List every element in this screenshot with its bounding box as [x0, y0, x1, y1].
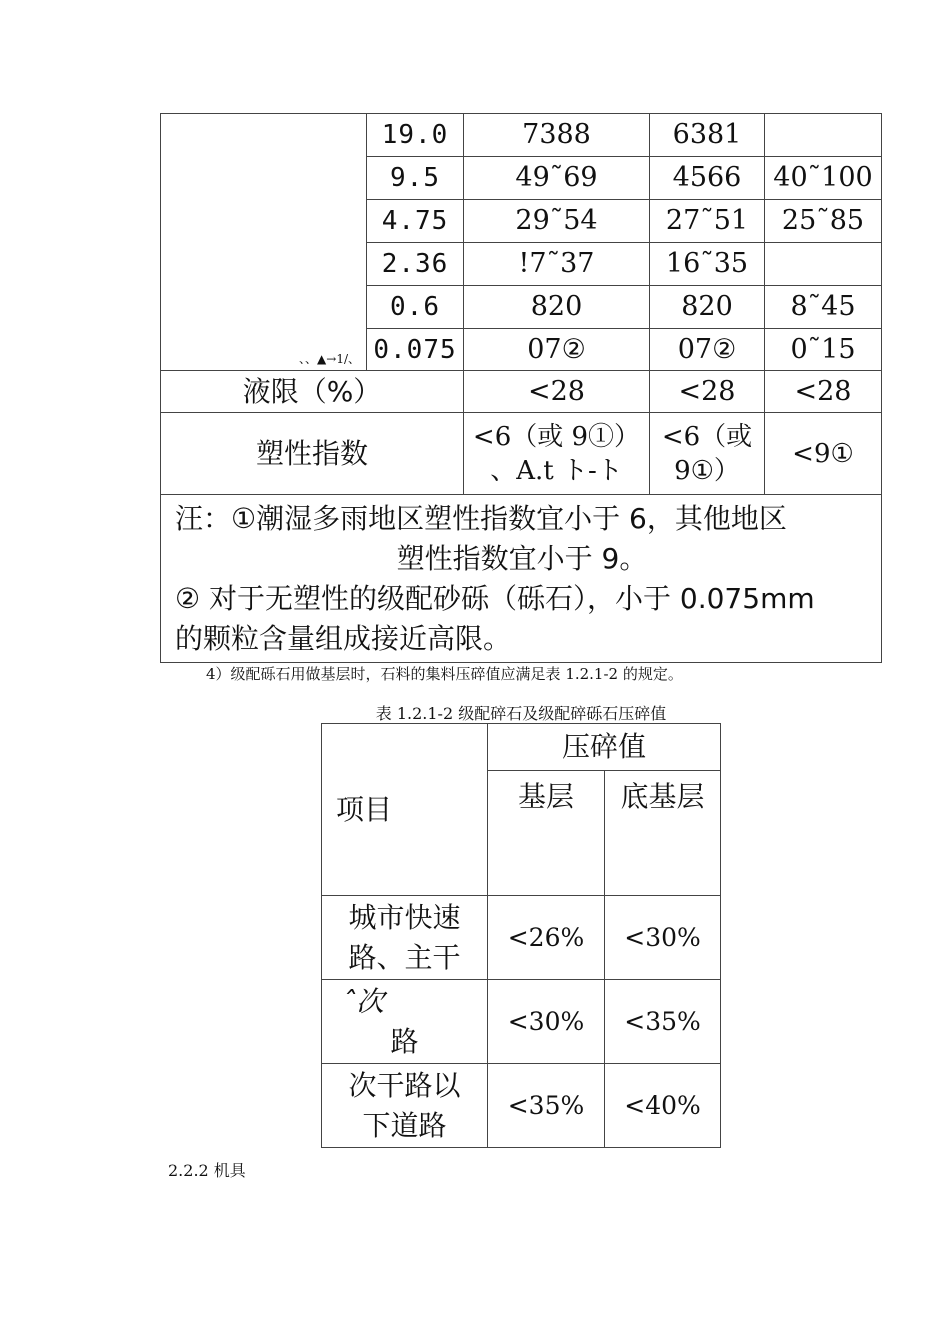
value-cell: <30% — [605, 896, 721, 980]
sieve-size-cell: 2.36 — [367, 243, 464, 286]
item-line: 路、主干 — [348, 940, 461, 974]
crushing-value-table — [321, 723, 721, 1148]
plasticity-index-label: 塑性指数 — [161, 413, 464, 495]
table-note — [161, 495, 882, 663]
item-cell — [322, 896, 488, 980]
value-cell: 25˜85 — [765, 200, 882, 243]
sieve-size-cell: 0.6 — [367, 286, 464, 329]
value-cell — [765, 114, 882, 157]
note-line: 的颗粒含量组成接近高限。 — [175, 621, 512, 655]
note-line: 汪：①潮湿多雨地区塑性指数宜小于 6，其他地区 — [175, 501, 787, 535]
value-line: <6（或 9①） — [472, 421, 641, 452]
table-row — [161, 413, 882, 495]
sieve-size-cell: 0.075 — [367, 329, 464, 371]
value-cell: !7˜37 — [464, 243, 650, 286]
table-row — [322, 980, 721, 1064]
body-paragraph: 4）级配砾石用做基层时，石料的集料压碎值应满足表 1.2.1-2 的规定。 — [206, 665, 683, 683]
table-row — [322, 896, 721, 980]
value-cell: 29˜54 — [464, 200, 650, 243]
sieve-size-cell: 19.0 — [367, 114, 464, 157]
section-heading: 2.2.2 机具 — [168, 1161, 246, 1180]
table-row — [161, 495, 882, 663]
value-line: 9①） — [674, 455, 740, 486]
item-line: 下道路 — [362, 1108, 447, 1142]
value-cell: <28 — [765, 371, 882, 413]
value-cell: <35% — [488, 1064, 605, 1148]
note-line: ② 对于无塑性的级配砂砾（砾石），小于 0.075mm — [175, 581, 815, 615]
group-header: 压碎值 — [488, 724, 721, 771]
value-cell: <26% — [488, 896, 605, 980]
table-row — [161, 114, 882, 157]
table-row — [322, 1064, 721, 1148]
value-line: 、A.t ト-ト — [490, 455, 623, 486]
column-header: 基层 — [488, 771, 605, 896]
value-cell: 27˜51 — [650, 200, 765, 243]
value-cell: 7388 — [464, 114, 650, 157]
value-cell — [650, 413, 765, 495]
value-cell: <40% — [605, 1064, 721, 1148]
value-cell: 0˜15 — [765, 329, 882, 371]
value-cell: 820 — [464, 286, 650, 329]
value-cell: <35% — [605, 980, 721, 1064]
sieve-size-cell: 9.5 — [367, 157, 464, 200]
table-row — [322, 724, 721, 771]
liquid-limit-label: 液限（%） — [161, 371, 464, 413]
value-cell: 07② — [464, 329, 650, 371]
value-cell: 6381 — [650, 114, 765, 157]
item-cell — [322, 980, 488, 1064]
value-cell — [464, 413, 650, 495]
item-line: 次干路以 — [348, 1068, 461, 1102]
table-row — [161, 371, 882, 413]
item-line: ˆ次 — [342, 984, 385, 1018]
sieve-size-cell: 4.75 — [367, 200, 464, 243]
value-cell: <28 — [464, 371, 650, 413]
note-line: 塑性指数宜小于 9。 — [396, 541, 648, 575]
item-line: 路 — [390, 1024, 419, 1058]
value-cell: 4566 — [650, 157, 765, 200]
column-header: 底基层 — [605, 771, 721, 896]
value-line: <6（或 — [661, 421, 753, 452]
table-caption: 表 1.2.1-2 级配碎石及级配碎砾石压碎值 — [375, 704, 667, 723]
value-cell: 820 — [650, 286, 765, 329]
side-label: 、、▲→1/、 — [161, 114, 367, 371]
value-cell: <30% — [488, 980, 605, 1064]
value-cell: 8˜45 — [765, 286, 882, 329]
gradation-table — [160, 113, 882, 663]
value-cell: 40˜100 — [765, 157, 882, 200]
value-cell: <9① — [765, 413, 882, 495]
value-cell: 49˜69 — [464, 157, 650, 200]
value-cell: 07② — [650, 329, 765, 371]
item-cell — [322, 1064, 488, 1148]
value-cell — [765, 243, 882, 286]
value-cell: <28 — [650, 371, 765, 413]
value-cell: 16˜35 — [650, 243, 765, 286]
item-header: 项目 — [322, 724, 488, 896]
item-line: 城市快速 — [348, 900, 461, 934]
